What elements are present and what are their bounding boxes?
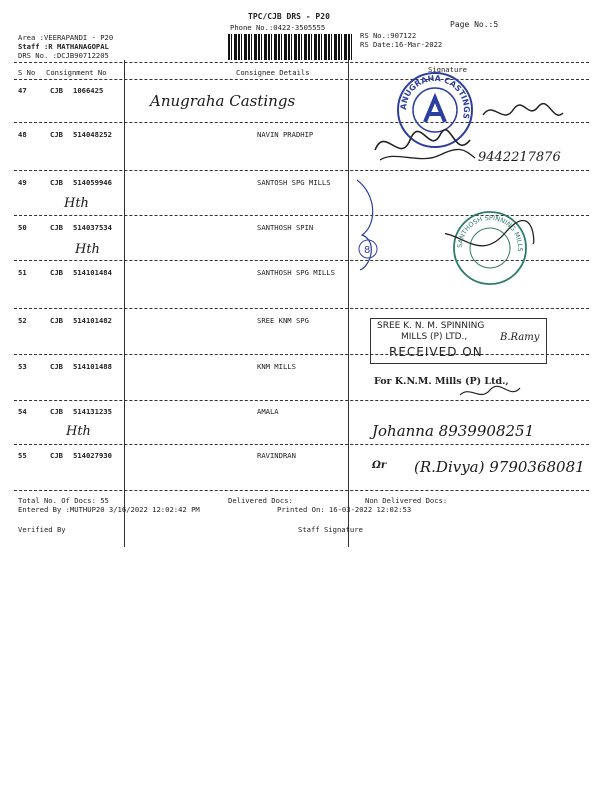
row-consignee: KNM MILLS	[257, 362, 296, 371]
handwritten-mark: Ωr	[372, 460, 387, 471]
row-sno: 53	[18, 362, 27, 371]
staff-label: Staff :R MATHANAGOPAL	[18, 42, 109, 51]
signature-scribble	[478, 95, 568, 130]
handwritten-name: Anugraha Castings	[150, 92, 296, 110]
verified-by: Verified By	[18, 525, 66, 534]
col-consignment: Consignment No	[46, 68, 107, 77]
handwritten-signature: B.Ramy	[500, 332, 540, 343]
row-consignment: 514101484	[73, 268, 112, 277]
col-consignee: Consignee Details	[236, 68, 310, 77]
row-consignment: 514059946	[73, 178, 112, 187]
barcode	[228, 34, 353, 60]
col-signature: Signature	[428, 65, 467, 74]
area-label: Area :VEERAPANDI - P20	[18, 33, 114, 42]
staff-signature: Staff Signature	[298, 525, 363, 534]
handwritten-signature: Johanna 8939908251	[372, 422, 535, 440]
signature-scribble	[455, 380, 525, 405]
row-consignment: 514037534	[73, 223, 112, 232]
stamp-line: MILLS (P) LTD.,	[401, 332, 468, 342]
row-divider	[14, 170, 589, 171]
row-sno: 54	[18, 407, 27, 416]
handwritten-phone: 9442217876	[478, 150, 561, 165]
row-consignee: AMALA	[257, 407, 279, 416]
total-docs: Total No. Of Docs: 55	[18, 496, 109, 505]
row-sno: 55	[18, 451, 27, 460]
drs-number: DRS No. :DCJB90712205	[18, 51, 109, 60]
stamp-line: SREE K. N. M. SPINNING	[377, 321, 485, 331]
row-consignee: SANTOSH SPG MILLS	[257, 178, 331, 187]
row-sno: 48	[18, 130, 27, 139]
santhosh-stamp	[445, 208, 535, 288]
row-cjb: CJB	[50, 362, 63, 371]
rs-date: RS Date:16-Mar-2022	[360, 40, 443, 49]
row-cjb: CJB	[50, 268, 63, 277]
row-cjb: CJB	[50, 451, 63, 460]
row-consignment: 514027930	[73, 451, 112, 460]
delivered-docs: Delivered Docs:	[228, 496, 293, 505]
page-number: Page No.:5	[450, 20, 499, 29]
printed-on: Printed On: 16-03-2022 12:02:53	[277, 505, 412, 514]
column-divider	[124, 60, 125, 547]
row-consignment: 514048252	[73, 130, 112, 139]
column-divider	[348, 60, 349, 547]
row-cjb: CJB	[50, 407, 63, 416]
row-consignee: SANTHOSH SPG MILLS	[257, 268, 335, 277]
non-delivered-docs: Non Delivered Docs:	[365, 496, 448, 505]
received-on: RECEIVED ON	[389, 345, 483, 359]
row-consignee: SANTHOSH SPIN	[257, 223, 314, 232]
row-sno: 52	[18, 316, 27, 325]
row-divider	[14, 490, 589, 491]
row-consignee: NAVIN PRADHIP	[257, 130, 314, 139]
row-sno: 51	[18, 268, 27, 277]
row-cjb: CJB	[50, 316, 63, 325]
handwritten-initials: Hth	[66, 424, 91, 439]
col-sno: S No	[18, 68, 36, 77]
handwritten-signature: (R.Divya) 9790368081	[414, 458, 585, 476]
row-sno: 50	[18, 223, 27, 232]
knm-stamp: For K.N.M. Mills (P) Ltd.,	[374, 376, 509, 387]
svg-text:ANUGRAHA CASTINGS: ANUGRAHA CASTINGS	[398, 73, 472, 120]
row-cjb: CJB	[50, 223, 63, 232]
row-consignment: 1066425	[73, 86, 104, 95]
svg-text:SANTHOSH SPINNING MILLS: SANTHOSH SPINNING MILLS	[455, 213, 525, 252]
row-consignee: RAVINDRAN	[257, 451, 296, 460]
row-cjb: CJB	[50, 178, 63, 187]
phone-number: Phone No.:0422-3505555	[230, 23, 326, 32]
row-consignment: 514101488	[73, 362, 112, 371]
svg-text:8: 8	[364, 245, 371, 256]
signature-scribble	[370, 120, 480, 175]
handwritten-initials: Hth	[75, 242, 100, 257]
row-cjb: CJB	[50, 86, 63, 95]
row-consignment: 514131235	[73, 407, 112, 416]
row-consignee: SREE KNM SPG	[257, 316, 309, 325]
row-consignment: 514101482	[73, 316, 112, 325]
row-divider	[14, 308, 589, 309]
report-title: TPC/CJB DRS - P20	[248, 12, 330, 21]
header-rule	[14, 62, 589, 63]
entered-by: Entered By :MUTHUP20 3/16/2022 12:02:42 PM	[18, 505, 200, 514]
header-rule-bottom	[14, 79, 589, 80]
handwritten-initials: Hth	[64, 196, 89, 211]
rs-number: RS No.:907122	[360, 31, 417, 40]
row-divider	[14, 444, 589, 445]
row-sno: 47	[18, 86, 27, 95]
bracket-scribble	[352, 175, 382, 275]
row-cjb: CJB	[50, 130, 63, 139]
row-sno: 49	[18, 178, 27, 187]
